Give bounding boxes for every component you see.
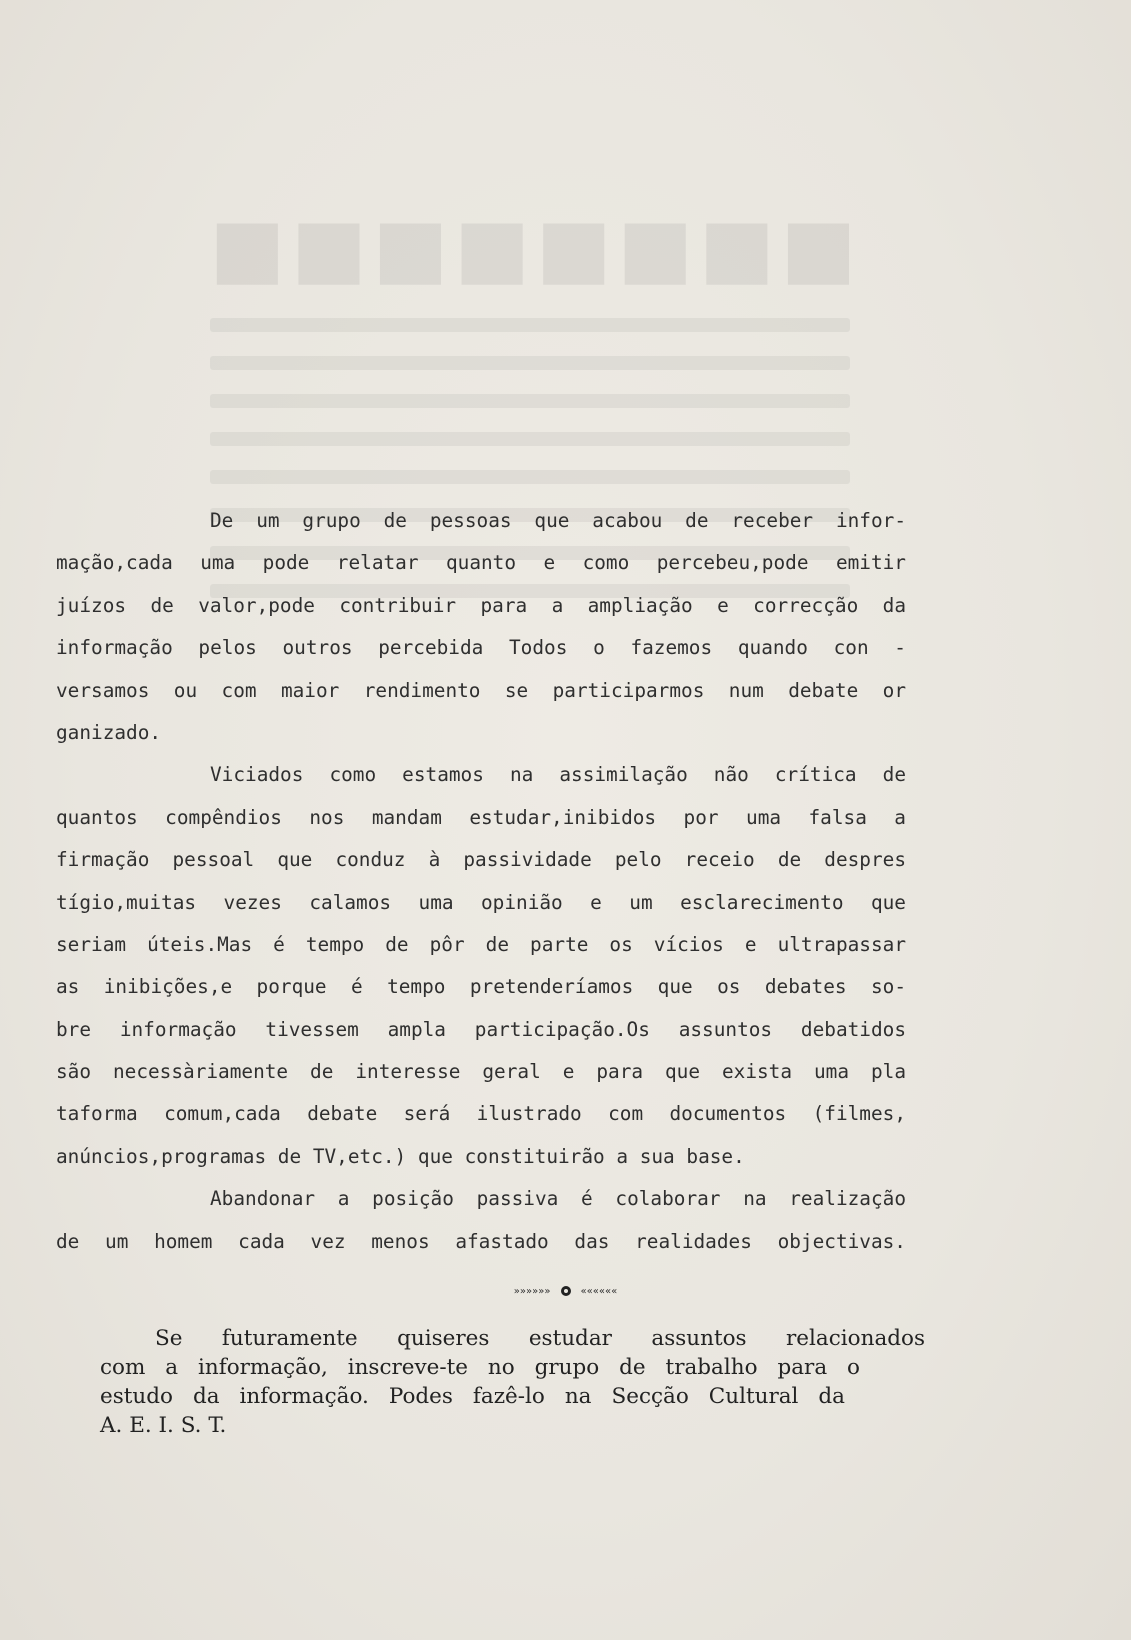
text-line: quantos compêndios nos mandam estudar,inibidos por uma falsa a bbox=[56, 805, 906, 829]
text-line: juízos de valor,pode contribuir para a ampliação e correcção da bbox=[56, 593, 906, 617]
text-line: anúncios,programas de TV,etc.) que constituirão a sua base. bbox=[56, 1144, 745, 1168]
note-line: A. E. I. S. T. bbox=[100, 1413, 227, 1438]
text-line: taforma comum,cada debate será ilustrado com documentos (filmes, bbox=[56, 1102, 906, 1126]
text-line: bre informação tivessem ampla participação.Os assuntos debatidos bbox=[56, 1017, 906, 1041]
main-text bbox=[56, 500, 906, 1263]
note-line: estudo da informação. Podes fazê-lo na Secção Cultural da bbox=[100, 1384, 845, 1409]
separator-right: «««««« bbox=[580, 1286, 618, 1297]
note-line: Se futuramente quiseres estudar assuntos relacionados bbox=[155, 1326, 925, 1351]
text-line: de um homem cada vez menos afastado das realidades objectivas. bbox=[56, 1229, 906, 1253]
text-line: informação pelos outros percebida Todos o fazemos quando con - bbox=[56, 636, 906, 660]
paragraph-3 bbox=[56, 1178, 906, 1263]
text-line: tígio,muitas vezes calamos uma opinião e um esclarecimento que bbox=[56, 890, 906, 914]
text-line: mação,cada uma pode relatar quanto e como percebeu,pode emitir bbox=[56, 551, 906, 575]
circle-icon bbox=[561, 1286, 571, 1296]
text-line: versamos ou com maior rendimento se participarmos num debate or bbox=[56, 678, 906, 702]
section-separator bbox=[0, 1282, 1131, 1302]
paragraph-1 bbox=[56, 500, 906, 754]
bleed-through-background: ■■■■■■■■ bbox=[150, 200, 910, 760]
text-line: Abandonar a posição passiva é colaborar na realização bbox=[210, 1187, 906, 1211]
text-line: Viciados como estamos na assimilação não crítica de bbox=[210, 763, 906, 787]
footer-note bbox=[100, 1324, 925, 1440]
text-line: as inibições,e porque é tempo pretenderíamos que os debates so- bbox=[56, 975, 906, 999]
text-line: De um grupo de pessoas que acabou de receber infor- bbox=[210, 509, 906, 532]
text-line: são necessàriamente de interesse geral e para que exista uma pla bbox=[56, 1060, 906, 1084]
paragraph-2 bbox=[56, 754, 906, 1178]
text-line: firmação pessoal que conduz à passividade pelo receio de despres bbox=[56, 848, 906, 872]
text-line: ganizado. bbox=[56, 720, 162, 744]
text-line: seriam úteis.Mas é tempo de pôr de parte os vícios e ultrapassar bbox=[56, 932, 906, 956]
separator-left: »»»»»» bbox=[513, 1286, 551, 1297]
note-line: com a informação, inscreve-te no grupo de trabalho para o bbox=[100, 1355, 860, 1380]
